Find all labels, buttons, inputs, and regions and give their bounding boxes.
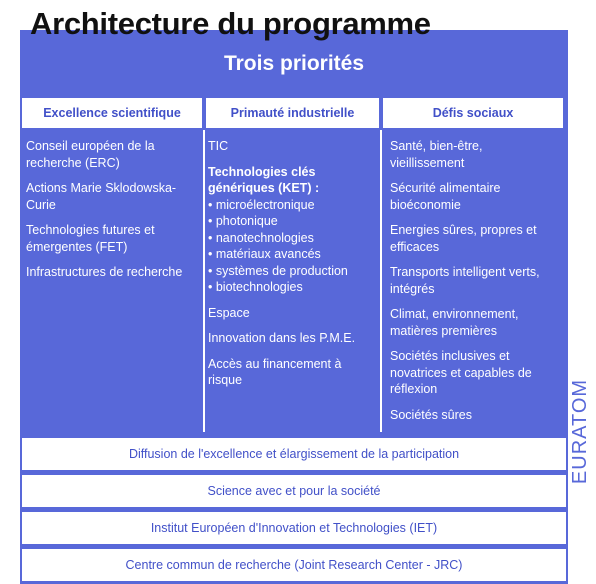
bar-jrc: Centre commun de recherche (Joint Research Center - JRC) (22, 549, 566, 581)
list-item: Accès au financement à risque (208, 356, 342, 387)
list-item: Infrastructures de recherche (26, 265, 183, 279)
column-excellence (26, 138, 198, 290)
ket-item: • biotechnologies (208, 279, 376, 296)
column-divider (380, 130, 382, 432)
list-item: Sociétés sûres (390, 407, 472, 422)
ket-item: • photonique (208, 213, 376, 230)
list-item: Espace (208, 305, 250, 320)
page-title: Architecture du programme (30, 6, 431, 41)
column-header-industrial: Primauté industrielle (206, 98, 379, 128)
column-divider (203, 130, 205, 432)
column-industrial (208, 138, 376, 398)
list-item: Technologies futures et émergentes (FET) (26, 223, 155, 254)
list-item: Sécurité alimentaire bioéconomie (390, 181, 501, 212)
ket-item: • microélectronique (208, 197, 376, 214)
list-item: Climat, environnement, matières premières (390, 307, 519, 338)
bar-widening-participation: Diffusion de l'excellence et élargissement de la participation (22, 438, 566, 470)
column-header-societal: Défis sociaux (383, 98, 563, 128)
ket-item: • systèmes de production (208, 263, 376, 280)
bar-science-society: Science avec et pour la société (22, 475, 566, 507)
column-societal (390, 138, 560, 432)
list-item: Santé, bien-être, vieillissement (390, 139, 483, 170)
priorities-subtitle: Trois priorités (223, 52, 365, 75)
ket-heading: Technologies clés génériques (KET) : (208, 164, 320, 195)
list-item: Innovation dans les P.M.E. (208, 331, 356, 345)
list-item: Conseil européen de la recherche (ERC) (26, 139, 155, 170)
list-item: Sociétés inclusives et novatrices et capables de réflexion (390, 349, 532, 396)
list-item: Actions Marie Sklodowska-Curie (26, 181, 177, 212)
ket-item: • matériaux avancés (208, 246, 376, 263)
column-header-excellence: Excellence scientifique (22, 98, 202, 128)
ket-item: • nanotechnologies (208, 230, 376, 247)
euratom-label (570, 375, 592, 487)
list-item: Energies sûres, propres et efficaces (390, 223, 537, 254)
euratom-text: EURATOM (569, 378, 592, 484)
program-panel (20, 30, 568, 584)
list-item: Transports intelligent verts, intégrés (390, 265, 540, 296)
list-item: TIC (208, 139, 229, 153)
bar-eit: Institut Européen d'Innovation et Technologies (IET) (22, 512, 566, 544)
ket-list (208, 197, 376, 296)
